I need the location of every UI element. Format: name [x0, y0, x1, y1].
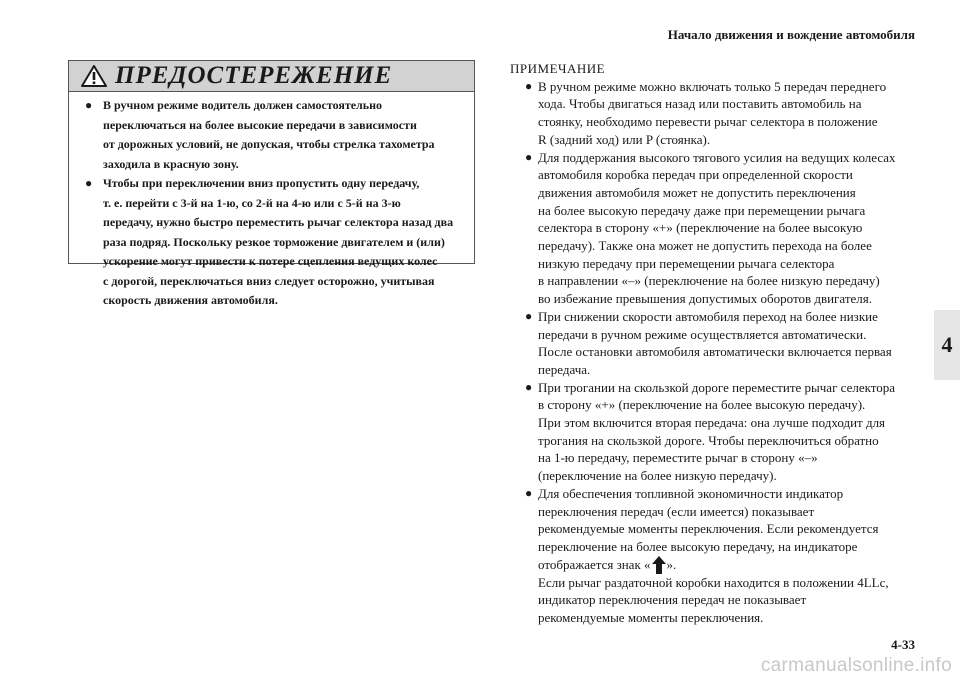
note-item-line: переключения передач (если имеется) показывает [538, 503, 815, 519]
warning-item-line: от дорожных условий, не допуская, чтобы стрелка тахометра [103, 137, 435, 151]
note-item-line: При снижении скорости автомобиля переход на более низкие [538, 308, 878, 324]
warning-title: ПРЕДОСТЕРЕЖЕНИЕ [115, 62, 393, 89]
warning-box [68, 60, 475, 307]
note-item-line: Для обеспечения топливной экономичности индикатор [538, 485, 844, 501]
note-item-line: При трогании на скользкой дороге переместите рычаг селектора [538, 379, 896, 395]
note-section [510, 60, 922, 627]
note-item-line: во избежание превышения допустимых оборотов двигателя. [538, 291, 872, 307]
note-item-line: передачу). Также она может не допустить перехода на более [538, 238, 872, 254]
bullet-icon: ● [525, 308, 533, 323]
page-header-title: Начало движения и вождение автомобиля [667, 27, 915, 42]
bullet-icon: ● [525, 149, 533, 164]
note-item-line: После остановки автомобиля автоматически включается первая [538, 344, 892, 360]
note-item-line: на 1-ю передачу, переместите рычаг в сторону «–» [538, 450, 818, 466]
note-item-line: передача. [538, 361, 591, 377]
warning-header [69, 61, 474, 92]
warning-body [69, 92, 474, 311]
note-item-line: низкую передачу при перемещении рычага селектора [538, 255, 835, 271]
up-arrow-icon [652, 556, 666, 574]
note-item-line: В ручном режиме можно включать только 5 передач переднего [538, 78, 887, 94]
note-item-line: При этом включится вторая передача: она лучше подходит для [538, 415, 886, 431]
warning-item-line: заходила в красную зону. [103, 156, 239, 171]
warning-item [81, 96, 464, 174]
bullet-icon: ● [525, 485, 533, 500]
note-item [510, 149, 922, 308]
note-title: ПРИМЕЧАНИЕ [510, 61, 606, 76]
note-item-line: в направлении «–» (переключение на более низкую передачу) [538, 273, 880, 289]
note-item-line: R (задний ход) или P (стоянка). [538, 131, 711, 147]
note-item-line: трогания на скользкой дороге. Чтобы переключиться обратно [538, 432, 879, 448]
note-item-line: движения автомобиля может не допустить переключения [538, 184, 856, 200]
note-item-line: стоянку, необходимо перевести рычаг селектора в положение [538, 114, 878, 130]
note-item-line: хода. Чтобы двигаться назад или поставить автомобиль на [538, 96, 862, 112]
note-item-line [538, 556, 922, 574]
bullet-icon: ● [85, 98, 93, 112]
note-item [510, 78, 922, 149]
warning-item-line: раза подряд. Поскольку резкое торможение двигателем и (или) [103, 234, 445, 249]
note-item-line: рекомендуемые моменты переключения. [538, 610, 764, 626]
note-item-line: Для поддержания высокого тягового усилия на ведущих колесах [538, 149, 896, 165]
note-item-line: передачи в ручном режиме осуществляется автоматически. [538, 326, 867, 342]
note-item-line: в сторону «+» (переключение на более высокую передачу). [538, 397, 866, 413]
warning-item-line: передачу, нужно быстро переместить рычаг селектора назад два [103, 215, 454, 229]
note-item-line: (переключение на более низкую передачу). [538, 468, 777, 484]
warning-item-line: Чтобы при переключении вниз пропустить одну передачу, [103, 176, 420, 190]
warning-item-line: т. е. перейти с 3-й на 1-ю, со 2-й на 4-ю или с 5-й на 3-ю [103, 195, 401, 210]
watermark: carmanualsonline.info [760, 655, 952, 676]
symbol-suffix: ». [666, 556, 677, 572]
warning-item [81, 174, 464, 311]
note-item-line: индикатор переключения передач не показывает [538, 592, 807, 608]
note-item-line: селектора в сторону «+» (переключение на более высокую [538, 220, 863, 236]
warning-item-line: переключаться на более высокие передачи в зависимости [103, 117, 417, 132]
page-number: 4-33 [891, 637, 915, 652]
chapter-tab [934, 310, 960, 380]
bullet-icon: ● [85, 176, 93, 190]
note-item-line: Если рычаг раздаточной коробки находится в положении 4LLc, [538, 574, 889, 590]
note-item [510, 485, 922, 627]
note-item-line: автомобиля коробка передач при определенной скорости [538, 167, 853, 183]
warning-item-line: скорость движения автомобиля. [103, 293, 278, 307]
chapter-number: 4 [941, 332, 953, 357]
warning-triangle-icon [81, 65, 107, 87]
warning-item-line: ускорение могут привести к потере сцепления ведущих колес [103, 254, 438, 268]
note-item-line: переключение на более высокую передачу, на индикаторе [538, 538, 858, 554]
note-item-line: на более высокую передачу даже при перемещении рычага [538, 202, 866, 218]
note-item-line: рекомендуемые моменты переключения. Если рекомендуется [538, 521, 879, 537]
note-item [510, 379, 922, 485]
bullet-icon: ● [525, 379, 533, 394]
bullet-icon: ● [525, 78, 533, 93]
note-item [510, 308, 922, 379]
warning-item-line: с дорогой, переключаться вниз следует осторожно, учитывая [103, 273, 435, 288]
warning-item-line: В ручном режиме водитель должен самостоятельно [103, 98, 383, 112]
symbol-prefix: отображается знак « [538, 556, 651, 572]
